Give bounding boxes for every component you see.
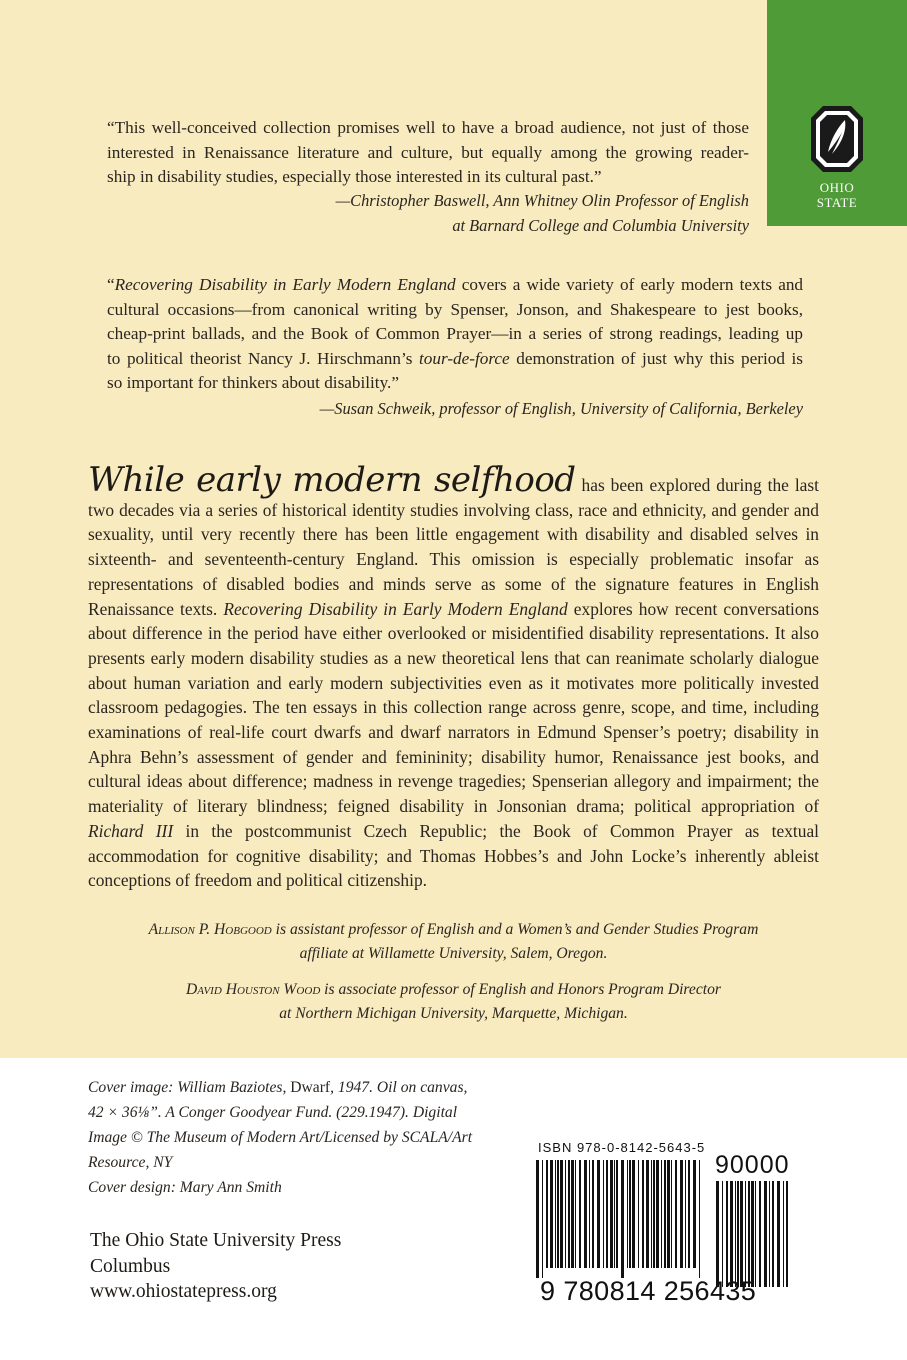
- quote-2-line: so important for thinkers about disability.”: [107, 373, 399, 392]
- editor-name: David Houston Wood: [186, 981, 321, 998]
- quote-2-line: [107, 273, 803, 298]
- quote-2-line: cheap-print ballads, and the Book of Common Prayer—in a series of strong readings, leading up: [107, 324, 803, 343]
- credit-line: [88, 1075, 488, 1100]
- attribution-line: at Barnard College and Columbia University: [452, 215, 749, 235]
- play-title: Richard III: [88, 820, 174, 841]
- endorsement-quote-1: [107, 116, 749, 190]
- ohio-state-press-emblem-icon: [809, 104, 865, 174]
- publisher-city: Columbus: [90, 1255, 171, 1277]
- bio-text: is associate professor of English and Honors Program Director: [320, 981, 721, 998]
- description-text: in the postcommunist Czech Republic; the Book of Common Prayer as textual accommodation for cognitive disability; and Thomas Hobbes’s and John Locke’s inherently ableist conceptions of freedom and political citizenship.: [88, 820, 819, 891]
- credit-text: , 1947. Oil on canvas,: [330, 1079, 468, 1096]
- description-text: explores how recent conversations about difference in the period have either overlooked or misidentified disability representations. It also presents early modern disability studies as a new theoretical lens that can reanimate scholarly dialogue about human variation and early modern subjectivities even as it motivates more politically invested classroom pedagogies. The ten essays in this collection range across genre, scope, and time, including examinations of real-life court dwarfs and dwarf narrators in Edmund Spenser’s poetry; disability in Aphra Behn’s assessment of gender and femininity; disability humor, Renaissance jest books, and cultural ideas about difference; madness in revenge tragedies; Spenserian allegory and impairment; the materiality of literary blindness; feigned disability in Jonsonian drama; political appropriation of: [88, 598, 820, 817]
- quote-1-line: ship in disability studies, especially those interested in its cultural past.”: [107, 167, 602, 186]
- bio-line: [88, 918, 819, 942]
- quote-1-line: interested in Renaissance literature and culture, but equally among the growing reader-: [107, 142, 749, 162]
- ean-barcode: [536, 1160, 704, 1278]
- quote-2-line: cultural occasions—from canonical writing by Spenser, Jonson, and Shakespeare to jest books,: [107, 299, 803, 319]
- quote-2-line: [107, 347, 803, 372]
- quote-1-attribution: [300, 189, 749, 238]
- bio-text: is assistant professor of English and a Women’s and Gender Studies Program: [271, 921, 759, 938]
- logo-line-state: STATE: [816, 195, 858, 210]
- artwork-title: Dwarf: [290, 1079, 331, 1096]
- quote-2-text: covers a wide variety of early modern texts and: [455, 275, 804, 294]
- publisher-name: The Ohio State University Press: [90, 1230, 342, 1251]
- credit-line: 42 × 36⅛”. A Conger Goodyear Fund. (229.1947). Digital: [88, 1104, 458, 1121]
- quote-2-text: demonstration of just why this period is: [509, 348, 803, 368]
- quote-2-italic: tour-de-force: [419, 348, 510, 368]
- credit-line: Image © The Museum of Modern Art/Licensed by SCALA/Art: [88, 1129, 473, 1146]
- description-text: has been explored during the last two decades via a series of historical identity studies involving class, race and ethnicity, and gender and sexuality, until very recently there has been little engagement with disability and disabled selves in sixteenth- and seventeenth-century England. This omission is especially problematic insofar as representations of disabled bodies and minds serve as some of the signature features in English Renaissance texts.: [88, 475, 819, 619]
- author-bio-1: [88, 918, 819, 965]
- description-dropcap: While early modern selfhood: [88, 460, 576, 500]
- quote-2-attribution: —Susan Schweik, professor of English, University of California, Berkeley: [319, 399, 803, 418]
- quote-2-text: to political theorist Nancy J. Hirschmann’s: [107, 348, 420, 368]
- quote-2-open: “: [107, 275, 115, 294]
- ean-digits: 9 780814 256435: [540, 1276, 757, 1306]
- ohio-state-logo: [767, 0, 907, 226]
- author-bio-2: [88, 978, 819, 1025]
- publisher-url: www.ohiostatepress.org: [90, 1281, 277, 1302]
- bio-line: at Northern Michigan University, Marquette, Michigan.: [279, 1004, 628, 1022]
- credit-line: Cover design: Mary Ann Smith: [88, 1179, 282, 1196]
- isbn-label: ISBN 978-0-8142-5643-5: [538, 1140, 706, 1155]
- credit-line: Resource, NY: [88, 1154, 173, 1171]
- logo-line-ohio: OHIO: [819, 180, 855, 195]
- bio-line: [88, 978, 819, 1002]
- cover-credits: [88, 1075, 488, 1200]
- bio-line: affiliate at Willamette University, Salem, Oregon.: [299, 944, 608, 962]
- book-title: Recovering Disability in Early Modern England: [114, 275, 456, 294]
- price-code: 90000: [715, 1151, 790, 1179]
- credit-text: Cover image: William Baziotes,: [88, 1079, 291, 1096]
- publisher-info: [90, 1228, 470, 1305]
- quote-1-line: “This well-conceived collection promises well to have a broad audience, not just of those: [107, 118, 749, 137]
- book-title: Recovering Disability in Early Modern England: [223, 598, 568, 619]
- endorsement-quote-2: [107, 273, 803, 396]
- editor-name: Allison P. Hobgood: [148, 921, 272, 938]
- book-description: [88, 460, 820, 893]
- attribution-line: —Christopher Baswell, Ann Whitney Olin Professor of English: [335, 191, 749, 210]
